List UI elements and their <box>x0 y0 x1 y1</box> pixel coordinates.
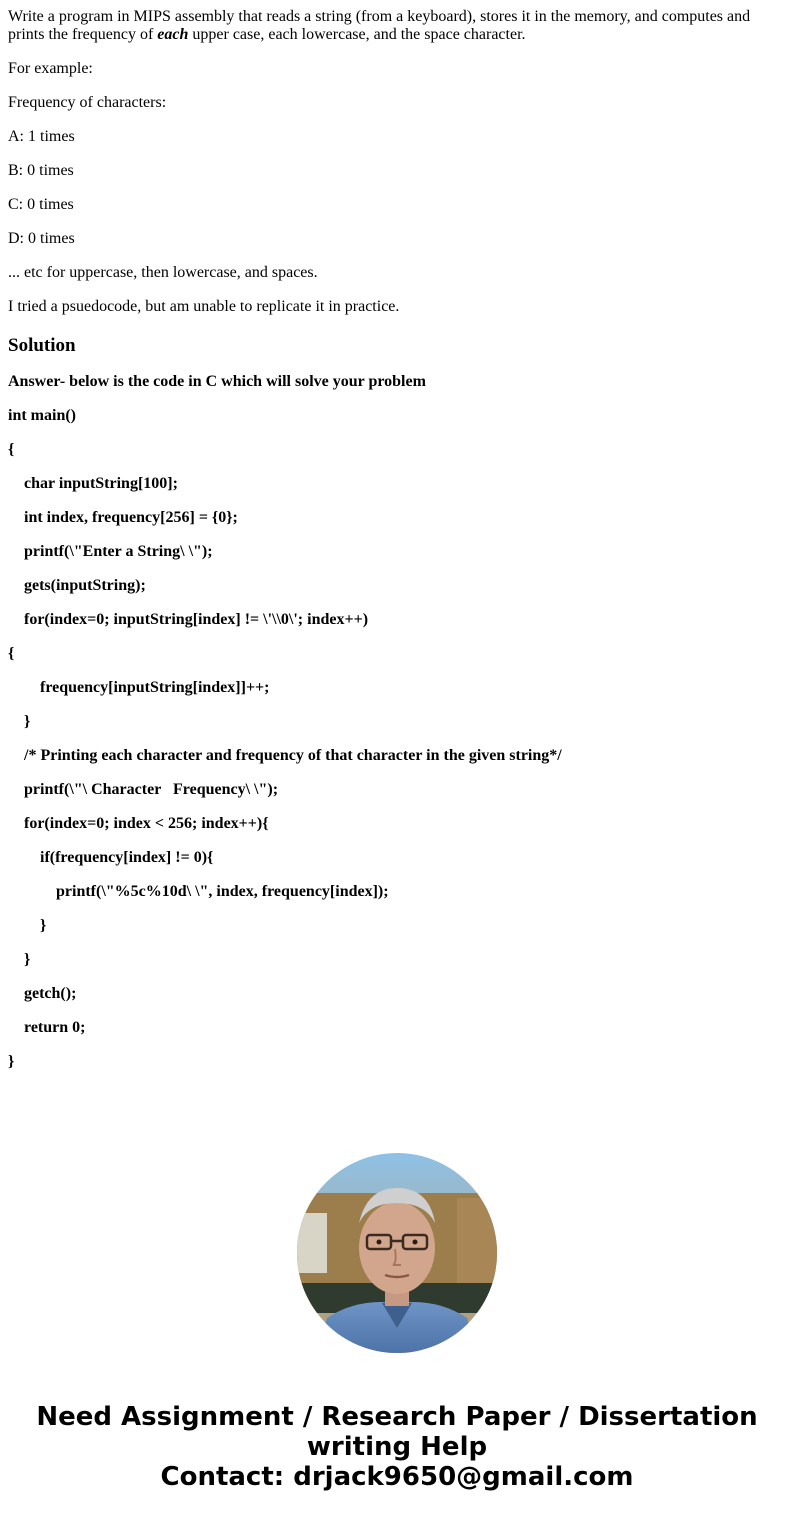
example-item: B: 0 times <box>8 162 74 179</box>
code-line: printf(\"%5c%10d\ \", index, frequency[index]); <box>8 883 389 900</box>
code-line: printf(\"Enter a String\ \"); <box>8 543 213 560</box>
code-line: } <box>8 1053 15 1070</box>
example-item: C: 0 times <box>8 196 74 213</box>
code-line: char inputString[100]; <box>8 475 178 492</box>
code-line: } <box>8 951 31 968</box>
avatar-photo <box>297 1153 497 1353</box>
answer-intro: Answer- below is the code in C which will solve your problem <box>8 373 426 390</box>
promo-line: writing Help <box>306 1432 488 1462</box>
code-block <box>8 407 786 1071</box>
question-emphasis: each <box>157 26 189 43</box>
code-line: for(index=0; index < 256; index++){ <box>8 815 269 832</box>
code-line: gets(inputString); <box>8 577 146 594</box>
question-intro-text: Write a program in MIPS assembly that reads a string (from a keyboard), stores it in the memory, and computes and prints the frequency of <box>8 8 751 43</box>
promo-line: Need Assignment / Research Paper / Dissertation <box>36 1402 758 1432</box>
code-line: /* Printing each character and frequency of that character in the given string*/ <box>8 747 562 764</box>
code-line: { <box>8 441 15 458</box>
contact-line: Contact: drjack9650@gmail.com <box>160 1462 634 1492</box>
question-intro-tail: upper case, each lowercase, and the space character. <box>188 26 526 43</box>
code-line: for(index=0; inputString[index] != \'\\0\'; index++) <box>8 611 369 628</box>
code-line: } <box>8 917 47 934</box>
code-line: { <box>8 645 15 662</box>
code-line: getch(); <box>8 985 77 1002</box>
code-line: int index, frequency[256] = {0}; <box>8 509 238 526</box>
question-intro <box>8 8 786 44</box>
example-item: D: 0 times <box>8 230 75 247</box>
frequency-title: Frequency of characters: <box>8 94 167 111</box>
example-item: A: 1 times <box>8 128 75 145</box>
code-line: if(frequency[index] != 0){ <box>8 849 214 866</box>
code-line: } <box>8 713 31 730</box>
code-line: printf(\"\ Character Frequency\ \"); <box>8 781 279 798</box>
tried-note: I tried a psuedocode, but am unable to replicate it in practice. <box>8 298 400 315</box>
etc-note: ... etc for uppercase, then lowercase, and spaces. <box>8 264 318 281</box>
for-example-label: For example: <box>8 60 93 77</box>
avatar <box>297 1153 497 1353</box>
code-line: frequency[inputString[index]]++; <box>8 679 270 696</box>
code-line: int main() <box>8 407 76 424</box>
example-list <box>8 128 786 248</box>
solution-heading: Solution <box>8 335 76 356</box>
code-line: return 0; <box>8 1019 86 1036</box>
promo-footer <box>0 1402 794 1492</box>
